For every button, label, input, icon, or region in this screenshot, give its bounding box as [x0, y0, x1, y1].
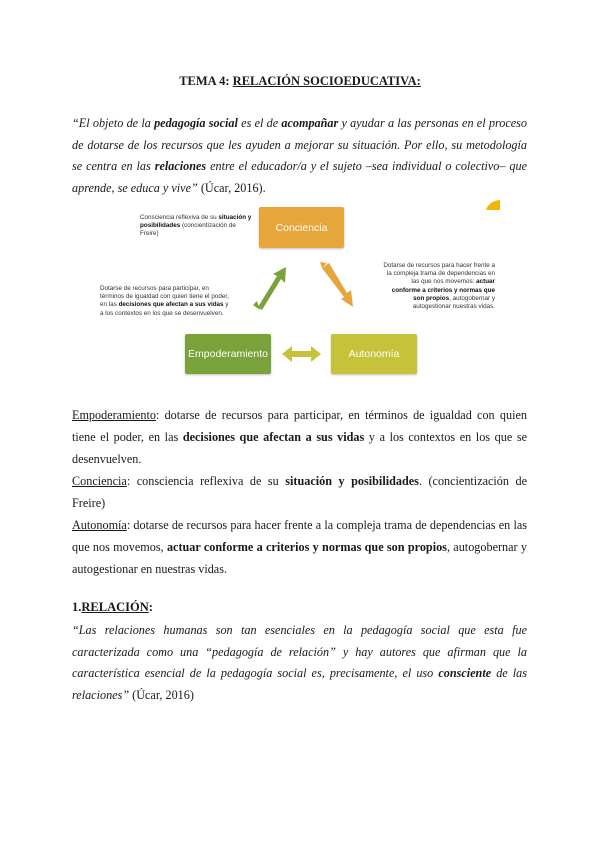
definition-text: , autogobernar y autogestionar en nuestras vidas.	[72, 540, 528, 576]
note-bold: actuar conforme a criterios y normas que son propios	[391, 278, 495, 302]
arrow-conciencia-autonomia	[320, 262, 353, 307]
intro-quote	[72, 113, 527, 199]
quote-text: entre el educador/a y el sujeto –sea individual o colectivo– que aprende, se educa y vive”	[72, 159, 528, 195]
node-autonomia: Autonomía	[331, 334, 417, 374]
node-conciencia: Conciencia	[259, 207, 344, 248]
definitions-block	[72, 404, 527, 580]
definition-autonomia	[72, 514, 527, 580]
note-text: y a los contextos en los que se desenvuelven.	[100, 301, 229, 317]
section-colon: :	[148, 600, 153, 614]
quote-bold-term: relaciones	[154, 159, 207, 173]
highlight-mark-icon	[485, 199, 501, 211]
definition-text: : consciencia reflexiva de su	[126, 474, 286, 488]
quote-text: y ayudar a las personas en el proceso de dotarse de los recursos que les ayuden a mejorar su situación. Por ello, su metodología se centra en las	[72, 116, 527, 173]
quote-citation: (Úcar, 2016)	[129, 687, 194, 702]
definition-bold: decisiones que afectan a sus vidas	[182, 430, 365, 444]
relation-quote	[72, 620, 527, 706]
definition-bold: actuar conforme a criterios y normas que son propios	[166, 540, 447, 554]
note-autonomia	[383, 262, 495, 311]
section-number: 1.	[72, 600, 82, 614]
definition-conciencia	[72, 470, 527, 514]
note-bold: situación y posibilidades	[140, 214, 252, 230]
quote-bold-term: consciente	[438, 666, 492, 680]
title-prefix: TEMA 4:	[179, 74, 233, 88]
page-title	[0, 74, 600, 89]
definition-text: . (concientización de Freire)	[72, 474, 528, 510]
note-bold: decisiones que afectan a sus vidas	[118, 301, 224, 309]
note-text: Consciencia reflexiva de su	[140, 214, 219, 221]
definition-text: y a los contextos en los que se desenvuelven.	[72, 430, 527, 466]
arrow-empoderamiento-conciencia	[253, 267, 286, 310]
title-main: RELACIÓN SOCIOEDUCATIVA:	[232, 74, 421, 88]
node-empoderamiento: Empoderamiento	[185, 334, 271, 374]
quote-text: “El objeto de la	[72, 116, 155, 130]
definition-bold: situación y posibilidades	[285, 474, 419, 488]
quote-text: “Las relaciones humanas son tan esenciales en la pedagogía social que esta fue caracterizada como una “pedagogía de relación” y hay autores que afirman que la característica esencial de la pedagogía social es, precisamente, el uso	[72, 623, 527, 680]
definition-empoderamiento	[72, 404, 527, 470]
quote-text: de las relaciones”	[72, 666, 527, 702]
note-text: Dotarse de recursos para hacer frente a la compleja trama de dependencias en las que nos movemos:	[383, 262, 495, 286]
arrow-empoderamiento-autonomia	[282, 346, 321, 362]
note-empoderamiento	[100, 285, 232, 318]
note-conciencia	[140, 214, 255, 239]
definition-term: Conciencia	[72, 474, 127, 488]
section-heading	[72, 600, 153, 615]
section-title: RELACIÓN	[81, 600, 149, 614]
quote-bold-term: pedagogía social	[154, 116, 238, 130]
definition-term: Autonomía	[72, 518, 127, 532]
note-text: , autogobernar y autogestionar nuestras vidas.	[412, 294, 495, 311]
note-text: Dotarse de recursos para participar, en términos de igualdad con quien tiene el poder, en las	[100, 285, 229, 309]
quote-citation: (Úcar, 2016).	[197, 180, 266, 195]
quote-bold-term: acompañar	[281, 116, 339, 130]
definition-text: : dotarse de recursos para participar, en términos de igualdad con quien tiene el poder, en las	[72, 408, 527, 444]
quote-text: es el de	[237, 116, 282, 130]
note-text: (concientización de Freire)	[140, 222, 236, 238]
definition-term: Empoderamiento	[72, 408, 156, 422]
definition-text: : dotarse de recursos para hacer frente a la compleja trama de dependencias en las que nos movemos,	[72, 518, 527, 554]
